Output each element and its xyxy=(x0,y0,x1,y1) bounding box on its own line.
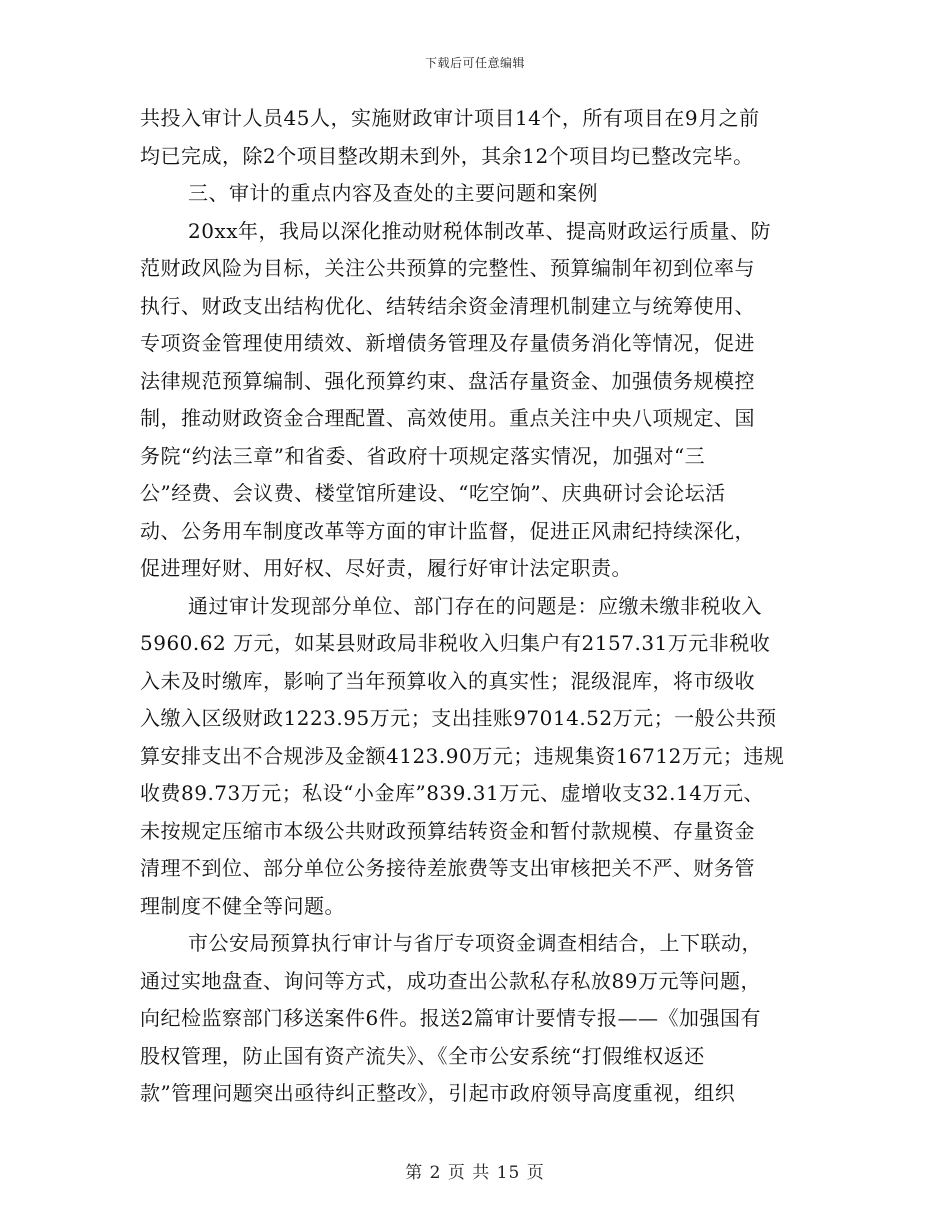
text-line: 均已完成，除2个项目整改期未到外，其余12个项目均已整改完毕。 xyxy=(140,143,754,168)
text-line: 范财政风险为目标，关注公共预算的完整性、预算编制年初到位率与 xyxy=(140,256,755,280)
page-number-footer: 第 2 页 共 15 页 xyxy=(405,1163,545,1183)
text-line: 务院“约法三章”和省委、省政府十项规定落实情况，加强对“三 xyxy=(140,443,706,468)
paragraph-start: 20xx年，我局以深化推动财税体制改革、提高财政运行质量、防 xyxy=(188,218,772,243)
text-line: 5960.62 万元，如某县财政局非税收入归集户有2157.31万元非税收 xyxy=(140,631,771,655)
text-line: 执行、财政支出结构优化、结转结余资金清理机制建立与统筹使用、 xyxy=(140,293,755,318)
section-heading: 三、审计的重点内容及查处的主要问题和案例 xyxy=(188,181,598,205)
text-line: 法律规范预算编制、强化预算约束、盘活存量资金、加强债务规模控 xyxy=(140,368,755,393)
text-line: 公”经费、会议费、楼堂馆所建设、“吃空饷”、庆典研讨会论坛活 xyxy=(140,481,726,505)
text-line: 共投入审计人员45人，实施财政审计项目14个，所有项目在9月之前 xyxy=(140,106,760,130)
text-line: 理制度不健全等问题。 xyxy=(140,893,345,918)
text-line: 向纪检监察部门移送案件6件。报送2篇审计要情专报——《加强国有 xyxy=(140,1006,761,1030)
text-line: 收费89.73万元；私设“小金库”839.31万元、虚增收支32.14万元、 xyxy=(140,781,764,805)
paragraph-start: 市公安局预算执行审计与省厅专项资金调查相结合，上下联动， xyxy=(188,931,762,955)
text-line: 制，推动财政资金合理配置、高效使用。重点关注中央八项规定、国 xyxy=(140,406,755,430)
text-line: 通过实地盘查、询问等方式，成功查出公款私存私放89万元等问题， xyxy=(140,968,761,993)
text-line: 动、公务用车制度改革等方面的审计监督，促进正风肃纪持续深化， xyxy=(140,518,755,543)
paragraph-start: 通过审计发现部分单位、部门存在的问题是：应缴未缴非税收入 xyxy=(188,593,762,618)
document-body xyxy=(140,100,810,1113)
text-line: 股权管理，防止国有资产流失》、《全市公安系统“打假维权返还 xyxy=(140,1043,705,1068)
text-line: 未按规定压缩市本级公共财政预算结转资金和暂付款规模、存量资金 xyxy=(140,818,755,843)
text-line: 入未及时缴库，影响了当年预算收入的真实性；混级混库，将市级收 xyxy=(140,668,755,693)
text-line: 专项资金管理使用绩效、新增债务管理及存量债务消化等情况，促进 xyxy=(140,331,755,355)
text-line: 款”管理问题突出亟待纠正整改》，引起市政府领导高度重视，组织 xyxy=(140,1081,736,1105)
text-line: 算安排支出不合规涉及金额4123.90万元；违规集资16712万元；违规 xyxy=(140,743,785,768)
text-line: 入缴入区级财政1223.95万元；支出挂账97014.52万元；一般公共预 xyxy=(140,706,777,730)
text-line: 清理不到位、部分单位公务接待差旅费等支出审核把关不严、财务管 xyxy=(140,856,755,880)
page-header: 下载后可任意编辑 xyxy=(424,56,525,70)
text-line: 促进理好财、用好权、尽好责，履行好审计法定职责。 xyxy=(140,556,632,580)
